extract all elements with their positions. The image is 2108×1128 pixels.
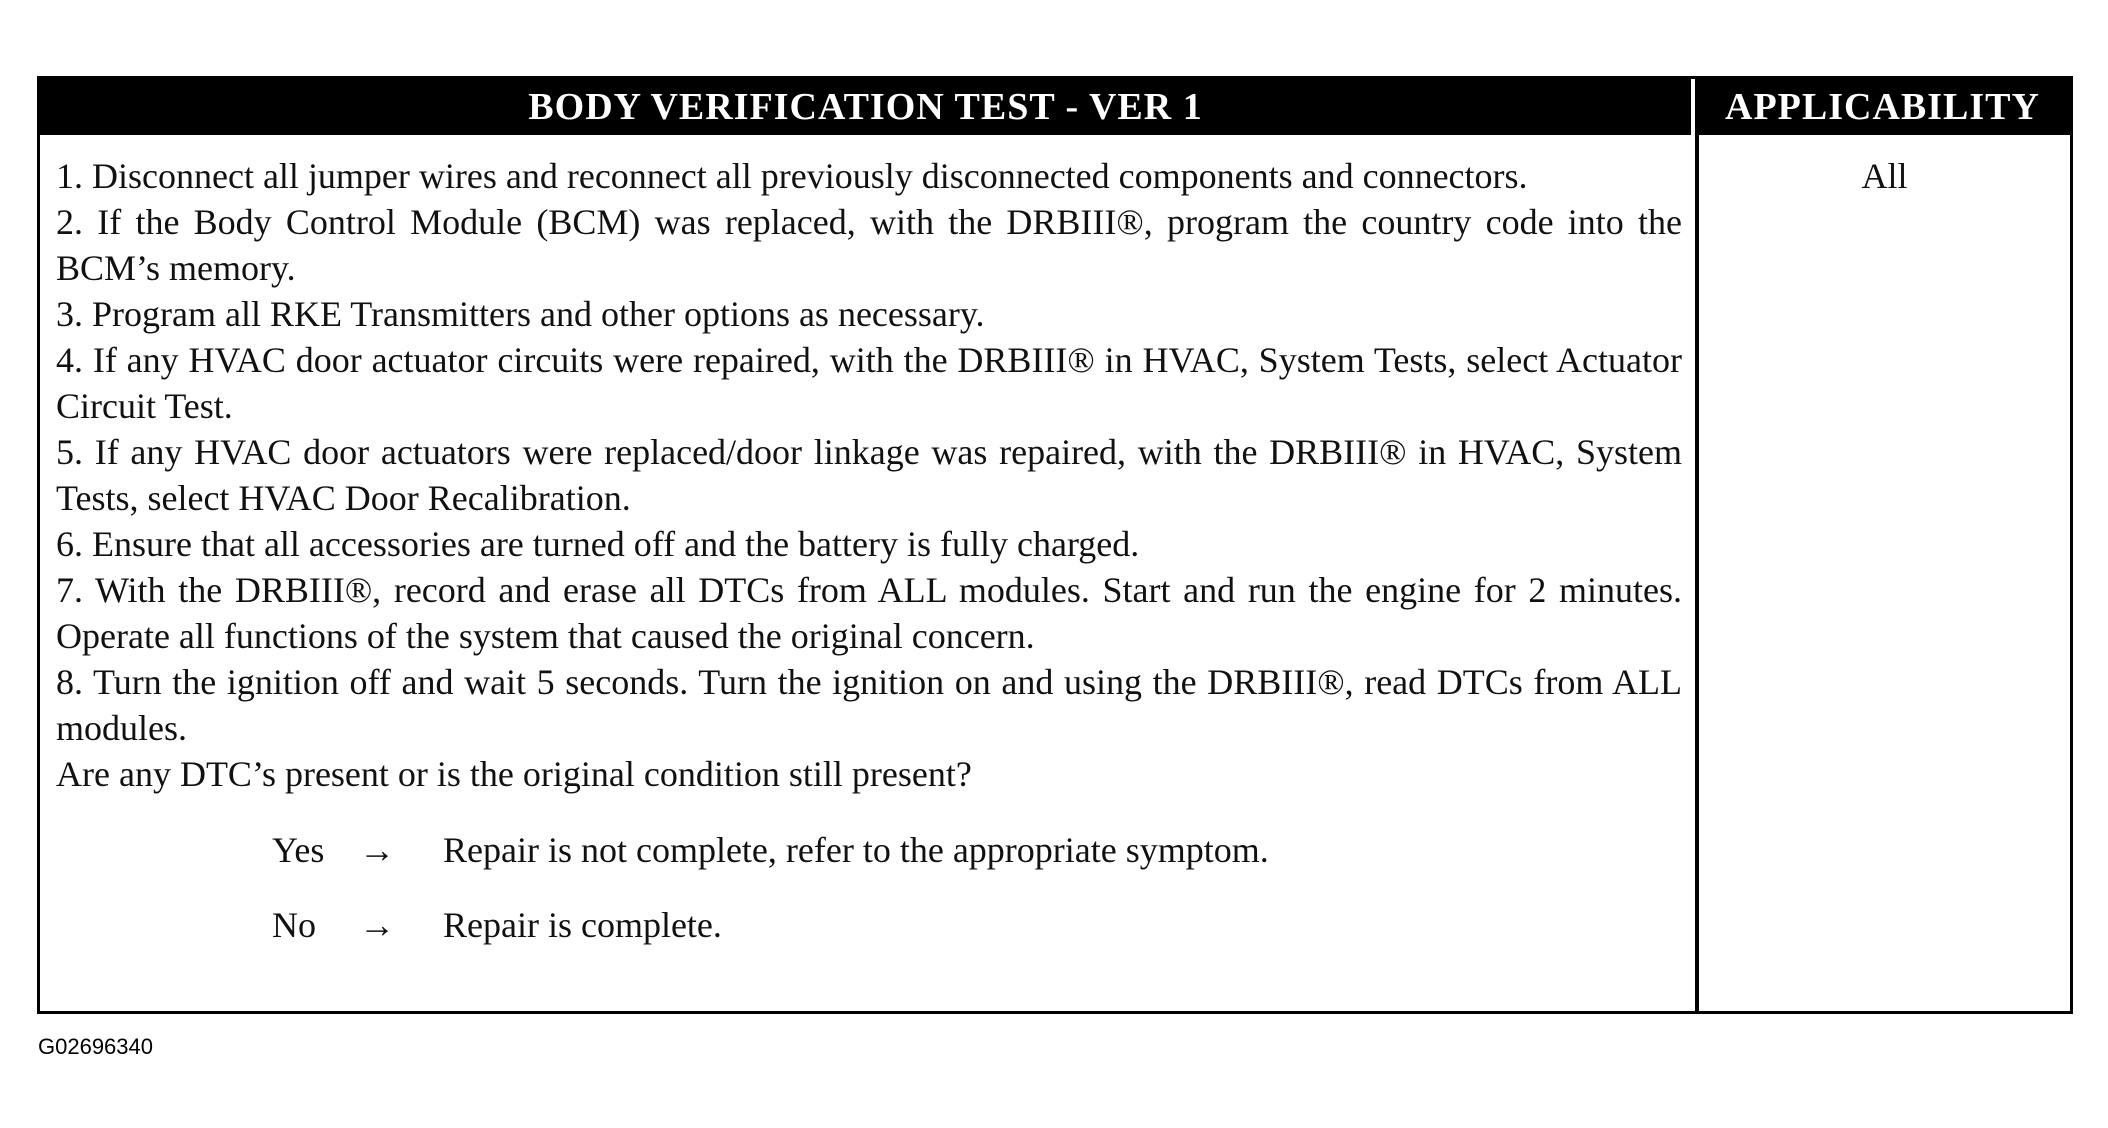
test-question: Are any DTC’s present or is the original condition still present? (56, 754, 972, 794)
test-step-5: 5. If any HVAC door actuators were replaced/door linkage was repaired, with the DRBIII® in HVAC, System Tests, select HVAC Door Recalibration. (56, 432, 1682, 518)
arrow-right-icon: → (359, 830, 395, 870)
test-step-2: 2. If the Body Control Module (BCM) was replaced, with the DRBIII®, program the country code into the BCM’s memory. (56, 202, 1682, 288)
test-step-4: 4. If any HVAC door actuator circuits were repaired, with the DRBIII® in HVAC, System Tests, select Actuator Circuit Test. (56, 340, 1682, 426)
table-title: BODY VERIFICATION TEST - VER 1 (40, 79, 1695, 135)
column-divider (1695, 135, 1699, 1011)
applicability-header: APPLICABILITY (1725, 86, 2040, 128)
answer-yes (56, 827, 1682, 902)
answer-result: Repair is not complete, refer to the appropriate symptom. (443, 830, 1269, 870)
answer-option: No (272, 905, 316, 945)
test-step-8: 8. Turn the ignition off and wait 5 seconds. Turn the ignition on and using the DRBIII®, read DTCs from ALL modules. (56, 662, 1682, 748)
test-step-7: 7. With the DRBIII®, record and erase all DTCs from ALL modules. Start and run the engine for 2 minutes. Operate all functions of the system that caused the original concern. (56, 570, 1682, 656)
table-header (40, 79, 2070, 135)
test-step-3: 3. Program all RKE Transmitters and other options as necessary. (56, 294, 985, 334)
answer-result: Repair is complete. (443, 905, 722, 945)
answer-list (56, 827, 1682, 977)
answer-option: Yes (272, 830, 325, 870)
test-step-1: 1. Disconnect all jumper wires and reconnect all previously disconnected components and connectors. (56, 156, 1528, 196)
test-step-6: 6. Ensure that all accessories are turned off and the battery is fully charged. (56, 524, 1140, 564)
applicability-value: All (1861, 156, 1908, 196)
test-steps-cell (56, 153, 1682, 977)
arrow-right-icon: → (359, 905, 395, 945)
answer-no (56, 902, 1682, 977)
figure-id: G02696340 (38, 1034, 153, 1059)
verification-test-table (37, 76, 2073, 1014)
